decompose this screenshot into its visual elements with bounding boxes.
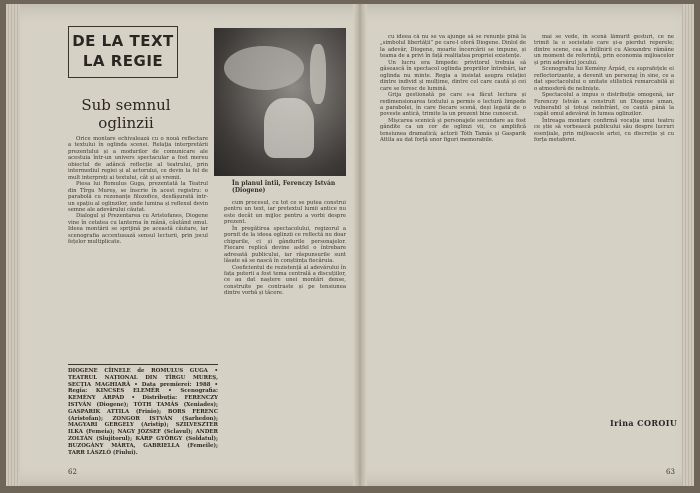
paragraph: Spectacolul a impus o distribuție omogenă, iar Ferenczy István a construit un Diogene uman, vulnerabil și totuși neînfrânt, ce caută până la capăt omul adevărat în lumea oglinzilor. (534, 92, 674, 118)
paragraph: mai se vede, în scenă lămurit gesturi, ce ne trimit la o societate care și-a pierdut reperele; dintre scene, cea a întîlnirii cu Alexandru rămâne un moment de referință, prin economia mijloacelor și prin adevărul jocului. (534, 34, 674, 66)
author-signature: Irina COROIU (610, 418, 678, 428)
photo-figure (264, 98, 314, 158)
paragraph: Orice montare echivalează cu o nouă reflectare a textului în oglinda scenei. Relaţia interpretării prezentului și a modurilor de comunicare ale acestuia într-un univers spectacular a fost mereu obiectul de adâncă reflecție al teatrului, prin intermediul regiei și al actorului, ce devin la fel de mult interpreți ai textului, cât și ai vremii. (68, 136, 208, 181)
photo-caption: În planul întîi, Ferenczy István (Diogene) (232, 180, 336, 194)
section-title-box (68, 26, 178, 78)
paragraph: În pregătirea spectacolului, regizorul a pornit de la ideea oglinzii ce reflectă nu doar chipurile, ci și gândurile personajelor. Fiecare replică devine astfel o întrebare adresată publicului, iar răspunsurile sunt lăsate să se nască în conștiința fiecăruia. (224, 225, 346, 265)
intro-column (68, 136, 208, 360)
magazine-spread (6, 4, 694, 486)
book-gutter (353, 4, 367, 486)
credits-rule (68, 364, 218, 365)
credits-text: DIOGENE CÎINELE de ROMULUS GUGA • TEATRUL NAȚIONAL DIN TÎRGU MUREȘ, SECȚIA MAGHIARĂ • Data premierei: 1988 • Regia: KINCSES ELEMÉR • Scenografia: KEMÉNY ÁRPÁD • Distribuția: FERENCZY ISTVÁN (Diogene); TÓTH TAMÁS (Xeniades); GASPARIK ATTILA (Frinio); BORS FERENC (Aristofan); ZONGOR ISTVÁN (Sarhedon); MAGYARI GERGELY (Aristip); SZILVESZTER ILKA (Femeia); NAGY JÓZSEF (Sclavul); ANDER ZOLTÁN (Slujitorul); KÁRP GYÖRGY (Soldatul); BUZOGÁNY MÁRTA, GABRIELLA (Femeile); TARR LÁSZLÓ (Fiului). (68, 368, 218, 456)
paragraph: Coeficientul de rezistență al adevărului în fața puterii a fost tema centrală a discuțiilor, ce au dat naștere unei montări dense, construite pe contraste și pe tensiunea dintre vorbă și tăcere. (224, 264, 346, 297)
paragraph: Dialogul și Prezentarea cu Aristofanes, Diogene vine în cetatea cu lanterna în mână, căutând omul. Ideea montării se sprijină pe această căutare, iar scenografia accentuează sensul lecturii, prin jocul fețelor multiplicate. (68, 213, 208, 246)
left-column-2 (224, 200, 346, 436)
article-headline (76, 96, 176, 132)
page-edge-right (682, 4, 694, 486)
production-credits (68, 364, 218, 468)
page-number-left: 62 (68, 468, 77, 476)
right-column-2 (534, 34, 674, 406)
paragraph: Mișcarea scenică și personajele secundare au fost gândite ca un cor de oglinzi vii, ce amplifică tensiunea dramatică; actorii Tóth Tamás și Gasparik Attila au dat forță unor figuri memorabile. (380, 117, 526, 144)
right-column-1 (380, 34, 526, 454)
paragraph: cu ideea că nu se va ajunge să se renunțe pînă la „simbolul libertății” pe care-l oferă Diogene. Dinlol de la adevăr, Diogene, moarte încercării se impune, și teama de a privi în față realitatea propriei existențe. (380, 34, 526, 60)
paragraph: Scenografia lui Kemény Árpád, cu suprafețele ei reflectorizante, a devenit un personaj în sine, ce a dat spectacolului o unitate stilistică remarcabilă și o atmosferă de neliniște. (534, 66, 674, 92)
paragraph: Piesa lui Romulus Guga, prezentată la Teatrul din Tîrgu Mureș, se înscrie în acest registru: o parabolă cu rezonanțe filozofice, desfășurată într-un spațiu al oglinzilor, unde lumina și reflexul devin semne ale adevărului căutat. (68, 181, 208, 213)
headline-line2: oglinzii (98, 114, 154, 132)
headline-line1: Sub semnul (81, 96, 171, 114)
paragraph: cum procesul, cu tot ce se putea construi pentru un text, iar pretextul lumii antice nu este decât un mijloc pentru a vorbi despre prezent. (224, 200, 346, 226)
paragraph: Întreaga montare confirmă vocația unui teatru ce știe să vorbească publicului său despre lucruri esențiale, prin mijloacele artei, cu discreție și cu forța metaforei. (534, 117, 674, 144)
page-number-right: 63 (666, 468, 675, 476)
paragraph: Un lucru era limpede: privitorul trebuia să găsească în spectacol oglinda propriilor întrebări, iar oglinda nu minte. Regia a insistat asupra relației dintre individ și mulțime, dintre cel care caută și cei care se feresc de lumină. (380, 59, 526, 92)
section-title-line2: LA REGIE (82, 52, 164, 70)
photo-highlight (224, 46, 304, 90)
photo-figure-standing (310, 44, 326, 104)
stage-photo (214, 28, 346, 176)
section-title-line1: DE LA TEXT (72, 32, 174, 50)
paragraph: Grija gestionată pe care s-a făcut lectura și redimensionarea textului a permis o lectură limpede a parabolei, în care fiecare scenă, deși legată de o poveste antică, trimite la un prezent bine cunoscut. (380, 92, 526, 118)
page-edge-left (6, 4, 20, 486)
